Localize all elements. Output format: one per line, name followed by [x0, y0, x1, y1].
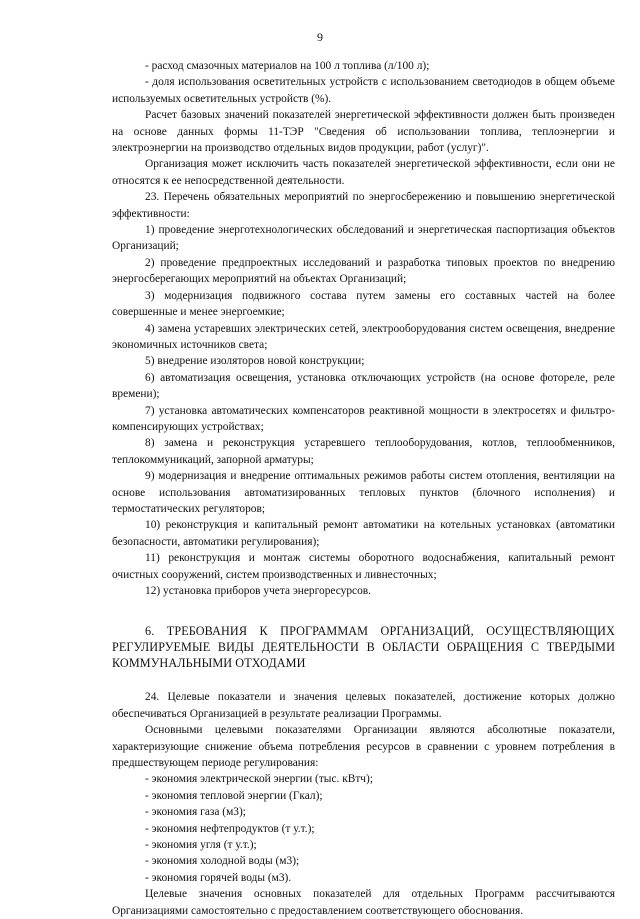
- list-item: 5) внедрение изоляторов новой конструкции;: [145, 355, 365, 368]
- clause-23: 23. Перечень обязательных мероприятий по энергосбережению и повышению энергетической эффективности:: [112, 191, 615, 220]
- list-item: 9) модернизация и внедрение оптимальных режимов работы систем отопления, вентиляции на основе использования автоматизированных тепловых пунктов (блочного исполнения) и термостатических регуляторов;: [112, 470, 615, 515]
- paragraph: Целевые значения основных показателей для отдельных Программ рассчитываются Организациями самостоятельно с предоставлением соответствующего обоснования.: [112, 888, 615, 917]
- list-item: - экономия горячей воды (м3).: [145, 871, 292, 884]
- page-number: 9: [317, 30, 323, 44]
- document-body: [112, 58, 615, 919]
- list-item: 12) установка приборов учета энергоресурсов.: [145, 585, 372, 597]
- list-item: 4) замена устаревших электрических сетей, электрооборудования систем освещения, внедрение экономичных источников света;: [112, 322, 615, 351]
- paragraph: - расход смазочных материалов на 100 л топлива (л/100 л);: [145, 60, 430, 72]
- paragraph: Основными целевыми показателями Организации являются абсолютные показатели, характеризующие снижение объема потребления ресурсов в сравнении с уровнем потребления в предшествующем периоде регулирования:: [112, 724, 615, 770]
- paragraph: - доля использования осветительных устройств с использованием светодиодов в общем объеме используемых осветительных устройств (%).: [112, 76, 615, 105]
- list-item: 8) замена и реконструкция устаревшего теплооборудования, котлов, теплообменников, теплокоммуникаций, запорной арматуры;: [112, 437, 615, 466]
- list-item: - экономия угля (т у.т.);: [145, 839, 257, 852]
- list-item: 7) установка автоматических компенсаторов реактивной мощности в электросетях и фильтро-компенсирующих устройствах;: [112, 404, 615, 433]
- paragraph: Организация может исключить часть показателей энергетической эффективности, если они не относятся к ее непосредственной деятельности.: [112, 158, 615, 187]
- list-item: 1) проведение энерготехнологических обследований и энергетическая паспортизация объектов Организаций;: [112, 224, 615, 253]
- list-item: 10) реконструкция и капитальный ремонт автоматики на котельных установках (автоматики безопасности, автоматики регулирования);: [112, 519, 615, 548]
- list-item: - экономия электрической энергии (тыс. кВтч);: [145, 773, 373, 786]
- list-item: 2) проведение предпроектных исследований и разработка типовых проектов по внедрению энергосберегающих мероприятий на объектах Организаций;: [112, 256, 615, 286]
- clause-24: 24. Целевые показатели и значения целевых показателей, достижение которых должно обеспечиваться Организацией в результате реализации Программы.: [112, 691, 615, 720]
- list-item: - экономия холодной воды (м3);: [145, 855, 300, 868]
- list-item: 3) модернизация подвижного состава путем замены его составных частей на более совершенные и менее энергоемкие;: [112, 289, 615, 319]
- list-item: 11) реконструкция и монтаж системы оборотного водоснабжения, капитальный ремонт очистных сооружений, систем производственных и ливнесточных;: [112, 552, 615, 581]
- list-item: - экономия газа (м3);: [145, 806, 246, 819]
- section-heading: 6. ТРЕБОВАНИЯ К ПРОГРАММАМ ОРГАНИЗАЦИЙ, ОСУЩЕСТВЛЯЮЩИХ РЕГУЛИРУЕМЫЕ ВИДЫ ДЕЯТЕЛЬНОСТИ В ОБЛАСТИ ОБРАЩЕНИЯ С ТВЕРДЫМИ КОММУНАЛЬНЫМИ ОТХОДАМИ: [112, 624, 615, 671]
- list-item: - экономия тепловой энергии (Гкал);: [145, 789, 323, 802]
- list-item: - экономия нефтепродуктов (т у.т.);: [145, 822, 315, 835]
- list-item: 6) автоматизация освещения, установка отключающих устройств (на основе фотореле, реле времени);: [112, 371, 615, 401]
- paragraph: Расчет базовых значений показателей энергетической эффективности должен быть произведен на основе данных формы 11-ТЭР "Сведения об использовании топлива, теплоэнергии и электроэнергии на производство отдельных видов продукции, работ (услуг)".: [112, 109, 615, 155]
